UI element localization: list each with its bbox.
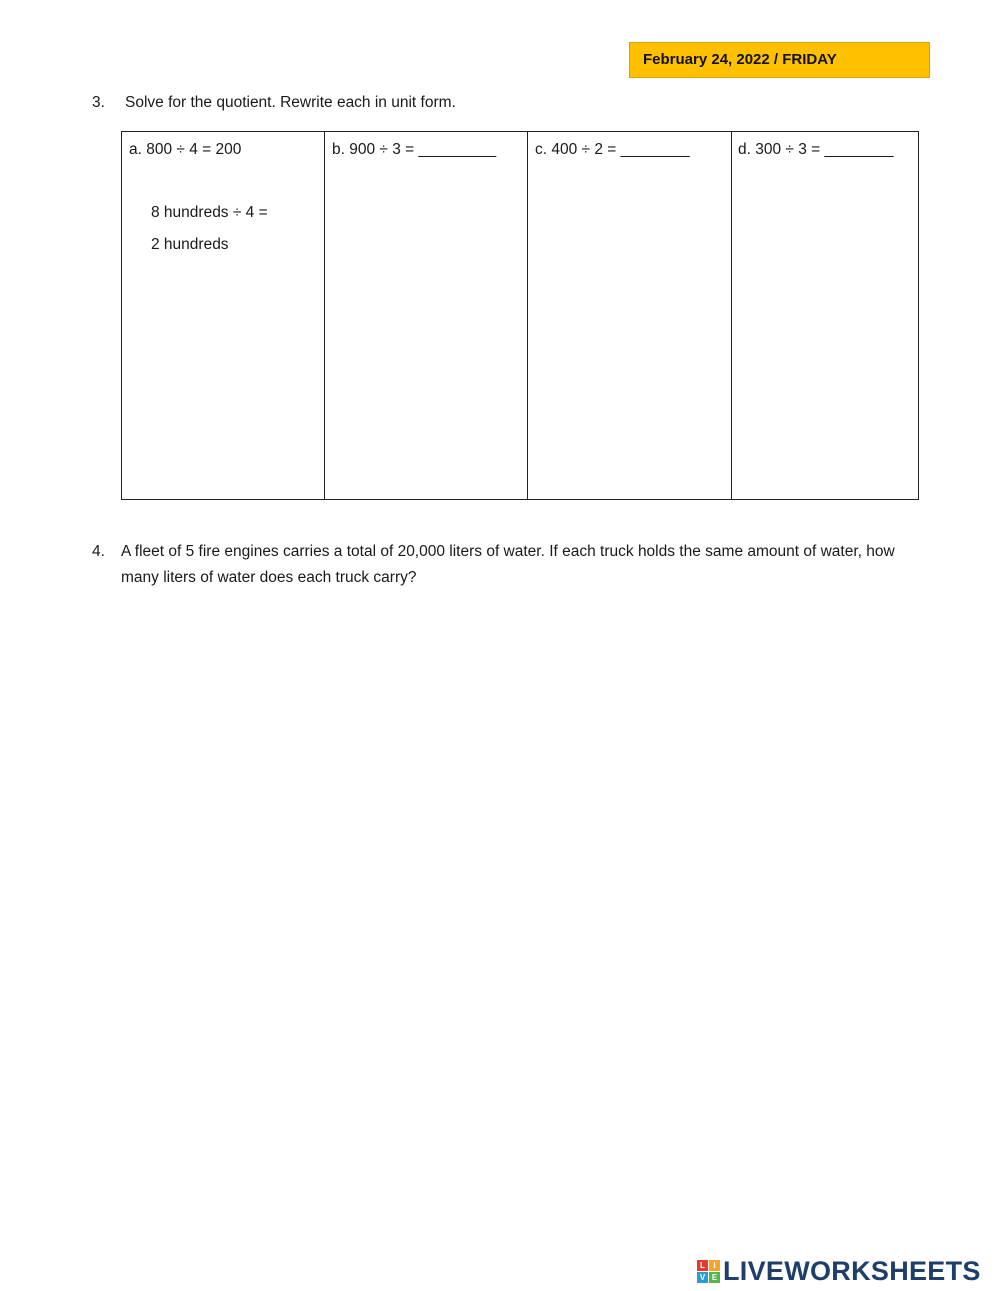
logo-mark-l: L xyxy=(697,1260,708,1271)
problem-label-a: a. 800 ÷ 4 = 200 xyxy=(129,141,242,158)
question-3-text: Solve for the quotient. Rewrite each in unit form. xyxy=(125,94,456,111)
question-3-number: 3. xyxy=(92,94,105,111)
problem-label-b: b. 900 ÷ 3 = _________ xyxy=(332,141,497,158)
work-line-2: 2 hundreds xyxy=(151,236,229,253)
logo-mark-e: E xyxy=(709,1272,720,1283)
liveworksheets-logo-icon xyxy=(697,1260,720,1283)
work-line-1: 8 hundreds ÷ 4 = xyxy=(151,204,268,221)
question-4-number: 4. xyxy=(92,543,105,560)
quotient-table xyxy=(121,131,919,500)
logo-mark-v: V xyxy=(697,1272,708,1283)
problem-cell-a[interactable] xyxy=(122,132,325,499)
liveworksheets-logo xyxy=(697,1256,981,1286)
date-banner: February 24, 2022 / FRIDAY xyxy=(629,42,930,78)
problem-label-c: c. 400 ÷ 2 = ________ xyxy=(535,141,690,158)
liveworksheets-logo-text: LIVEWORKSHEETS xyxy=(723,1255,981,1286)
problem-cell-c[interactable] xyxy=(528,132,732,499)
question-4-text: A fleet of 5 fire engines carries a total of 20,000 liters of water. If each truck holds the same amount of water, how many liters of water does each truck carry? xyxy=(121,543,895,586)
logo-mark-i: I xyxy=(709,1260,720,1271)
problem-label-d: d. 300 ÷ 3 = ________ xyxy=(738,141,894,158)
problem-cell-d[interactable] xyxy=(732,132,918,499)
problem-cell-b[interactable] xyxy=(325,132,528,499)
